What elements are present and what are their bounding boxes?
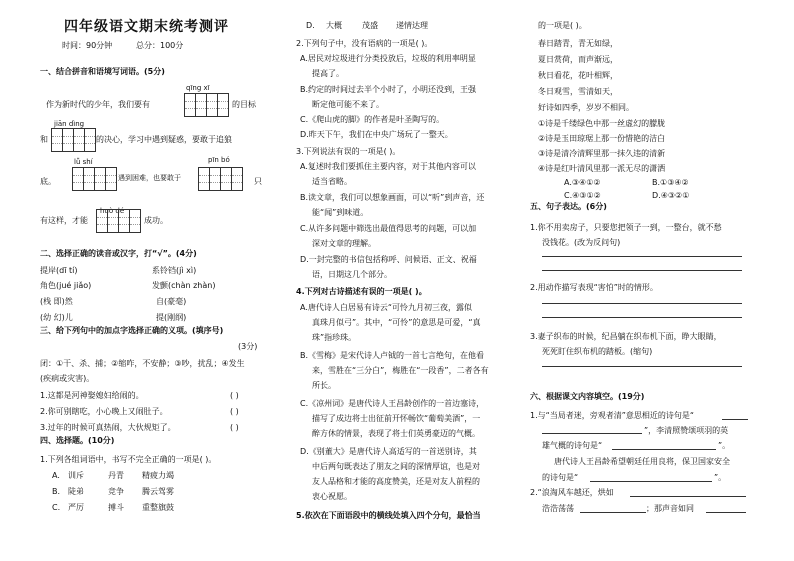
pinyin-3: lǚ shí xyxy=(74,158,93,166)
s5-q2-answer-line-2[interactable] xyxy=(542,317,742,318)
s1-line4b: 成功。 xyxy=(144,216,168,225)
q4-optB-2: 来，雪胜在“三分白”，梅胜在“一段香”，二者各有 xyxy=(312,366,489,375)
s6-q1-b: ”，李清照赞颂项羽的英 xyxy=(644,426,729,435)
s6-q1-f: 的诗句是“ xyxy=(542,473,579,482)
s6-q1-a: 1.与“当局者迷，旁观者清”意思相近的诗句是“ xyxy=(530,411,695,420)
s6-q1-d: ”。 xyxy=(718,441,731,450)
s3-q2-answer[interactable]: ( ) xyxy=(230,407,239,416)
s5-q1-answer-line-2[interactable] xyxy=(542,270,742,271)
section5-heading: 五、句子表达。(6分) xyxy=(530,202,607,211)
section3-heading: 三、给下列句中的加点字选择正确的义项。(填序号) xyxy=(40,326,224,335)
s1-line3b: 遇到困难，也要敢于 xyxy=(118,174,181,182)
q4-optD-1[interactable]: D.《别董大》是唐代诗人高适写的一首送别诗，其 xyxy=(300,447,477,456)
s6-q1-c: 雄气概的诗句是“ xyxy=(542,441,603,450)
q2-optD[interactable]: D.昨天下午，我们在中央广场玩了一整天。 xyxy=(300,130,453,139)
q5-stem: 5.依次在下面语段中的横线处填入四个分句，最恰当 xyxy=(296,511,481,520)
char-grid-1[interactable] xyxy=(184,93,229,117)
q5-optB[interactable]: B.①③④② xyxy=(652,178,689,187)
s2-r4a[interactable]: (幼 幻)儿 xyxy=(40,313,73,322)
q4-optC-3: 醉方休的情景，表现了将士们英勇豪迈的气概。 xyxy=(312,429,480,438)
q2-optA-2: 提高了。 xyxy=(312,69,344,78)
s6-q2-blank-1[interactable] xyxy=(630,496,746,497)
q4-optC-2: 描写了成边将士出征前开怀畅饮“葡萄美酒”，一 xyxy=(312,414,481,423)
verse-1: 春日踏青，青无如绿， xyxy=(538,39,618,48)
s1-line2b: 的决心，学习中遇到疑惑，要敢于追狼 xyxy=(96,135,232,144)
s4-optA-w2: 丹青 xyxy=(108,471,124,480)
s3-q2: 2.你可别瞎吃，小心晚上又闹肚子。 xyxy=(40,407,168,416)
s6-q2-b: 浩浩荡荡 xyxy=(542,504,574,513)
s2-r3a[interactable]: (栈 即)然 xyxy=(40,297,73,306)
s5-q2: 2.用动作描写表现“害怕”时的情形。 xyxy=(530,283,658,292)
clause-3: ③诗是清冷清辉里那一抹久违的清新 xyxy=(538,149,666,158)
s1-line4a: 有这样，才能 xyxy=(40,216,88,225)
s4-optC-w1: 严厉 xyxy=(68,503,84,512)
column-right xyxy=(528,0,764,561)
column-middle xyxy=(296,0,510,561)
s4-q1: 1.下列各组词语中，书写不完全正确的一项是( )。 xyxy=(40,455,217,464)
s4-optC-w3: 重整旗鼓 xyxy=(142,503,174,512)
s6-q1-blank-2[interactable] xyxy=(542,433,642,434)
pinyin-4: pīn bó xyxy=(208,156,230,164)
section2-heading: 二、选择正确的读音或汉字，打“√”。(4分) xyxy=(40,249,197,258)
s5-q2-answer-line-1[interactable] xyxy=(542,303,742,304)
s5-q3-answer-line-1[interactable] xyxy=(542,366,742,367)
s1-line1b: 的目标 xyxy=(232,100,256,109)
s5-q1-b: 没钱花。(改为反问句) xyxy=(542,238,621,247)
char-grid-4[interactable] xyxy=(198,167,243,191)
verse-3: 秋日看花，花叶相辉， xyxy=(538,71,618,80)
q4-optA-1[interactable]: A.唐代诗人白居易有诗云“可怜九月初三夜，露似 xyxy=(300,303,473,312)
char-grid-2[interactable] xyxy=(51,128,96,152)
q2-stem: 2.下列句子中，没有语病的一项是( )。 xyxy=(296,39,433,48)
s3-q3-answer[interactable]: ( ) xyxy=(230,423,239,432)
s4-optC-label[interactable]: C. xyxy=(52,503,61,512)
s1-line1a: 作为新时代的少年，我们要有 xyxy=(46,100,150,109)
pinyin-1: qīng xī xyxy=(186,84,210,92)
char-grid-5[interactable] xyxy=(96,209,141,233)
s6-q1-blank-4[interactable] xyxy=(590,481,712,482)
s2-r3b[interactable]: 自(豪毫) xyxy=(156,297,187,306)
s4-optD-w3: 递情达理 xyxy=(396,21,428,30)
q4-optA-3: 珠”指珍珠。 xyxy=(312,333,357,342)
q3-optD-2: 语，日期这几个部分。 xyxy=(312,270,392,279)
q3-optC-2: 深对文章的理解。 xyxy=(312,239,376,248)
q3-optD-1[interactable]: D.一封完整的书信包括称呼、问候语、正文、祝福 xyxy=(300,255,477,264)
s6-q2-a: 2.“浪淘风车越还，烘如 xyxy=(530,488,614,497)
s4-optD-w2: 茂盛 xyxy=(362,21,378,30)
s4-optA-label[interactable]: A. xyxy=(52,471,60,480)
section1-heading: 一、结合拼音和语境写词语。(5分) xyxy=(40,67,165,76)
q4-stem: 4.下列对古诗描述有误的一项是( )。 xyxy=(296,287,427,296)
s3-q1: 1.这都是河神娶媳妇给闹的。 xyxy=(40,391,144,400)
q3-optA-1[interactable]: A.复述时我们要抓住主要内容，对于其他内容可以 xyxy=(300,162,476,171)
s1-line2a: 和 xyxy=(40,135,48,144)
s4-optA-w3: 精疲力竭 xyxy=(142,471,174,480)
q2-optB-2: 断定他可能不来了。 xyxy=(312,100,384,109)
q5-stem-cont: 的一项是( )。 xyxy=(538,21,587,30)
s6-q1-blank-3[interactable] xyxy=(612,449,716,450)
s3-defs2: (疾病或灾害)。 xyxy=(40,374,95,383)
s4-optB-w2: 竞争 xyxy=(108,487,124,496)
pinyin-5: huò dé xyxy=(100,207,125,215)
q4-optB-1[interactable]: B.《雪梅》是宋代诗人卢钺的一首七言绝句，在他看 xyxy=(300,351,485,360)
page-title: 四年级语文期末统考测评 xyxy=(64,19,229,35)
q3-optA-2: 适当省略。 xyxy=(312,177,352,186)
score-label: 总分：100分 xyxy=(136,41,184,50)
s4-optB-w3: 腾云驾雾 xyxy=(142,487,174,496)
s6-q2-blank-2[interactable] xyxy=(580,512,646,513)
q3-optB-2: 能“闻”到味道。 xyxy=(312,208,369,217)
s5-q3-a: 3.妻子织布的时候，纪昌躺在织布机下面，睁大眼睛， xyxy=(530,332,722,341)
s4-optD-label[interactable]: D. xyxy=(306,21,315,30)
s6-q1-blank-1[interactable] xyxy=(722,419,748,420)
q4-optB-3: 所长。 xyxy=(312,381,336,390)
pinyin-2: jiān dìng xyxy=(54,120,85,128)
s6-q1-g: ”。 xyxy=(714,473,727,482)
time-label: 时间：90分钟 xyxy=(62,41,113,50)
char-grid-3[interactable] xyxy=(72,167,117,191)
s3-q1-answer[interactable]: ( ) xyxy=(230,391,239,400)
s5-q1-a: 1.你不用卖房子，只要您把领子一到，一整台，就不愁 xyxy=(530,223,722,232)
q4-optD-4: 衷心祝愿。 xyxy=(312,492,352,501)
q4-optA-2: 真珠月似弓”。其中，“可怜”的意思是可爱，“真 xyxy=(312,318,481,327)
section4-heading: 四、选择题。(10分) xyxy=(40,436,115,445)
s4-optC-w2: 搏斗 xyxy=(108,503,124,512)
s2-r2a[interactable]: 角色(jué jiǎo) xyxy=(40,281,92,290)
q2-optC[interactable]: C.《爬山虎的脚》的作者是叶圣陶写的。 xyxy=(300,115,445,124)
q4-optD-3: 友人品格和才能的高度赞美，还是对友人前程的 xyxy=(312,477,480,486)
q5-optA[interactable]: A.③④①② xyxy=(564,178,601,187)
s4-optA-w1: 训斥 xyxy=(68,471,84,480)
s6-q2-blank-3[interactable] xyxy=(706,512,746,513)
s2-r1a[interactable]: 提岸(dī tí) xyxy=(40,266,78,275)
verse-5: 好诗如四季，岁岁不相同。 xyxy=(538,103,634,112)
section6-heading: 六、根据课文内容填空。(19分) xyxy=(530,392,645,401)
s6-q2-c: ；那声音如同 xyxy=(646,504,694,513)
q3-stem: 3.下列说法有误的一项是( )。 xyxy=(296,147,401,156)
clause-4: ④诗是红叶清风里那一派无尽的潇洒 xyxy=(538,164,666,173)
s1-line3a: 底。 xyxy=(40,177,56,186)
s2-r2b[interactable]: 发颤(chàn zhàn) xyxy=(152,281,216,290)
s2-r4b[interactable]: 提(刚纲) xyxy=(156,313,187,322)
verse-2: 夏日赏荷，而声渐远， xyxy=(538,55,618,64)
clause-1: ①诗是千缕绿色中那一丝虚幻的朦胧 xyxy=(538,119,666,128)
s3-q3: 3.过年的时候可真热闹，大伙规矩了。 xyxy=(40,423,176,432)
s4-optB-label[interactable]: B. xyxy=(52,487,61,496)
s3-defs1: 闭：①干、杀、捕；②缩咋，不安静；③吵，扰乱；④发生 xyxy=(40,359,245,368)
s6-q1-e: 唐代诗人王昌龄希望朝廷任用良将，保卫国家安全 xyxy=(554,457,730,466)
s2-r1b[interactable]: 系铃铛(jì xì) xyxy=(152,266,197,275)
q2-optB-1[interactable]: B.约定的时间过去半个小时了，小明还没到，王强 xyxy=(300,85,477,94)
q2-optA-1[interactable]: A.居民对垃圾进行分类投放后，垃圾的利用率明显 xyxy=(300,54,476,63)
q5-optC[interactable]: C.④③①② xyxy=(564,191,601,200)
s4-optB-w1: 陡弟 xyxy=(68,487,84,496)
q3-optC-1[interactable]: C.从许多问题中筛选出最值得思考的问题，可以加 xyxy=(300,224,477,233)
section3-score: (3分) xyxy=(238,342,258,351)
s1-line3c: 只 xyxy=(254,177,262,186)
column-left xyxy=(38,0,274,561)
q5-optD[interactable]: D.④③②① xyxy=(652,191,690,200)
s5-q1-answer-line-1[interactable] xyxy=(542,256,742,257)
clause-2: ②诗是玉田琼琚上那一份惜艳的洁白 xyxy=(538,134,666,143)
q3-optB-1[interactable]: B.读文章，我们可以想象画面，可以“听”到声音，还 xyxy=(300,193,485,202)
s4-optD-w1: 大概 xyxy=(326,21,342,30)
q4-optD-2: 中后两句既表达了朋友之间的深情厚谊，也是对 xyxy=(312,462,480,471)
verse-4: 冬日观雪，雪清如天， xyxy=(538,87,618,96)
q4-optC-1[interactable]: C.《凉州词》是唐代诗人王昌龄创作的一首边塞诗， xyxy=(300,399,485,408)
s5-q3-b: 死死盯住织布机的踏板。(缩句) xyxy=(542,347,653,356)
